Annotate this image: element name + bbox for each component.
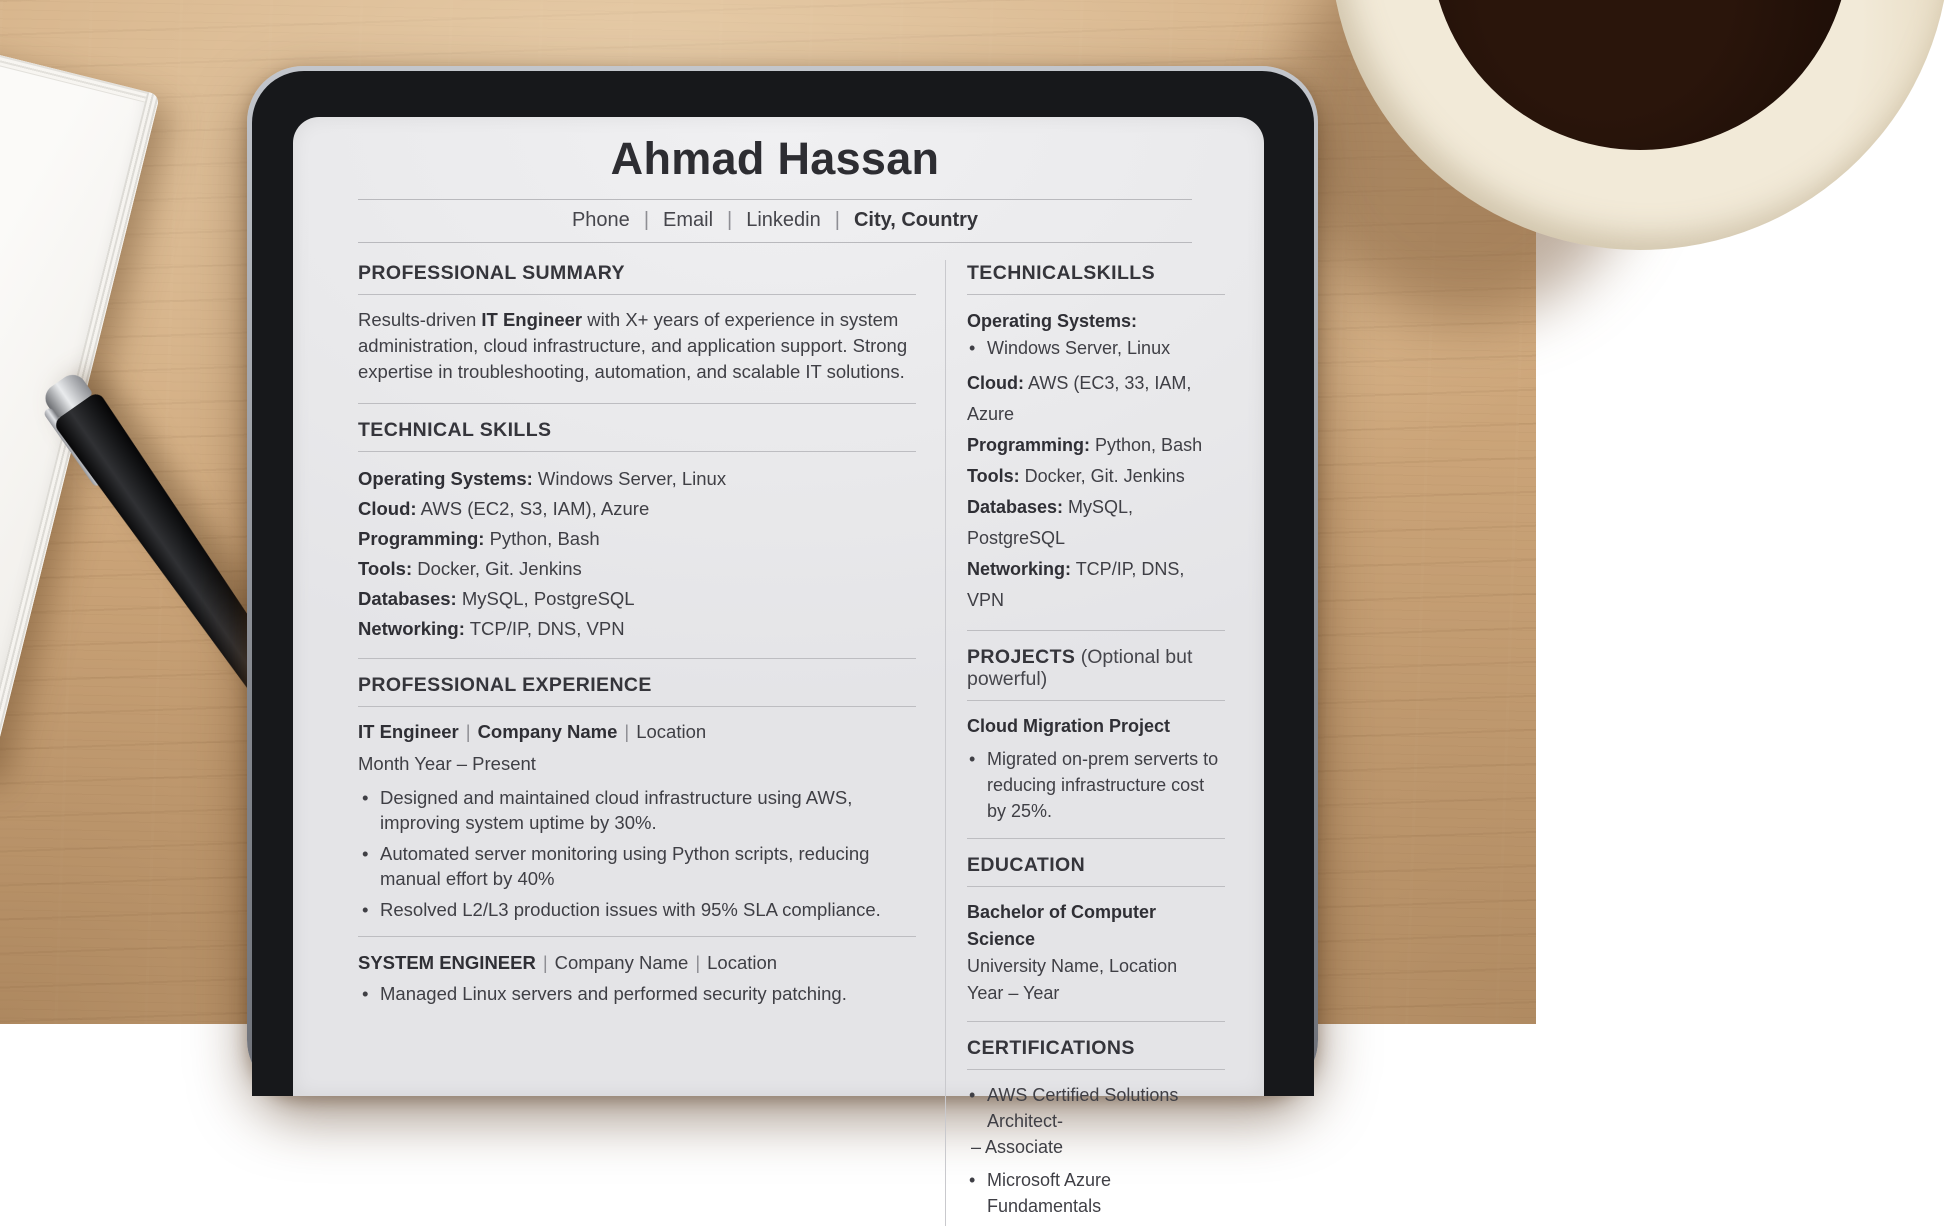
section-title: PROFESSIONAL SUMMARY [358, 262, 916, 295]
education-degree: Bachelor of Computer Science [967, 902, 1157, 949]
job1-company: Company Name [477, 721, 618, 742]
job1-bullets [358, 786, 916, 923]
section-title: PROFESSIONAL EXPERIENCE [358, 674, 916, 707]
bullet-item: • Windows Server, Linux [967, 335, 1225, 361]
job2-block [358, 936, 916, 1007]
separator: | [465, 721, 471, 742]
bullet-item: • Automated server monitoring using Python scripts, reducing manual effort by 40% [358, 842, 916, 891]
project-bullets [967, 746, 1225, 824]
bullet-item: • Managed Linux servers and performed security patching. [358, 982, 916, 1007]
contact-location: City, Country [853, 209, 979, 231]
contact-separator: | [727, 209, 733, 231]
notebook-page-edges-top [0, 0, 160, 106]
section-technical-skills [358, 403, 916, 644]
separator: | [542, 951, 548, 973]
skill-row: Networking: TCP/IP, DNS, VPN [967, 559, 1185, 610]
tablet-screen [293, 117, 1264, 1216]
bullet-item: • AWS Certified Solutions Architect- – Associate [967, 1082, 1225, 1160]
summary-lead: Results-driven [358, 309, 482, 330]
right-column [945, 260, 1225, 1226]
section-title: TECHNICALSKILLS [967, 262, 1225, 295]
projects-title-note: (Optional but powerful) [967, 646, 1193, 690]
separator: | [624, 721, 630, 742]
contact-separator: | [643, 209, 650, 231]
job1-title-line [358, 719, 916, 745]
skill-row: Operating Systems: Windows Server, Linux [358, 468, 727, 489]
bullet-item: • Migrated on-prem serverts to reducing infrastructure cost by 25%. [967, 746, 1225, 824]
resume-columns [358, 260, 1225, 1226]
section-title: EDUCATION [967, 854, 1225, 887]
job2-location: Location [707, 951, 778, 973]
job2-bullets [358, 982, 916, 1007]
contact-separator: | [834, 209, 840, 231]
contact-linkedin: Linkedin [746, 209, 821, 231]
job2-company: Company Name [554, 951, 689, 973]
skill-row: Tools: Docker, Git. Jenkins [967, 466, 1185, 486]
bullet-item: • Resolved L2/L3 production issues with 95% SLA compliance. [358, 898, 916, 923]
job2-title-line [358, 950, 916, 976]
contact-divider [358, 242, 1192, 243]
sidebar-section-technical-skills [967, 260, 1225, 616]
skill-row: Cloud: AWS (EC3, 33, IAM, Azure [967, 373, 1192, 424]
sidebar-section-projects [967, 630, 1225, 824]
education-school: University Name, Location [967, 956, 1178, 976]
separator: | [695, 951, 701, 973]
resume-document [293, 117, 1264, 1226]
section-professional-experience [358, 658, 916, 1006]
os-bullets [967, 335, 1225, 361]
os-label: Operating Systems: [967, 311, 1138, 331]
job1-dates: Month Year – Present [358, 753, 536, 774]
skill-row: Programming: Python, Bash [967, 435, 1203, 455]
contact-phone: Phone [571, 209, 630, 231]
section-title [967, 646, 1225, 701]
skill-row: Databases: MySQL, PostgreSQL [358, 588, 635, 609]
left-column [358, 260, 916, 1226]
resume-name: Ahmad Hassan [610, 133, 940, 184]
sidebar-section-certifications [967, 1021, 1225, 1219]
skill-row: Networking: TCP/IP, DNS, VPN [358, 618, 625, 639]
summary-rest: with X+ years of experience in system administration, cloud infrastructure, and application support. Strong expertise in troubleshooting, automation, and scalable IT solutions. [358, 309, 908, 382]
job1-role: IT Engineer [358, 721, 459, 742]
bullet-item: • Designed and maintained cloud infrastructure using AWS, improving system uptime by 30%. [358, 786, 916, 835]
projects-title: PROJECTS [967, 646, 1076, 668]
project-name: Cloud Migration Project [967, 716, 1171, 736]
bullet-item: • Microsoft Azure Fundamentals [967, 1167, 1225, 1219]
summary-paragraph [358, 307, 916, 385]
skill-row: Databases: MySQL, PostgreSQL [967, 497, 1134, 548]
skill-row: Tools: Docker, Git. Jenkins [358, 558, 582, 579]
section-title: CERTIFICATIONS [967, 1037, 1225, 1070]
tablet-bezel [252, 71, 1314, 1216]
contact-email: Email [663, 209, 714, 231]
section-professional-summary [358, 260, 916, 385]
tablet [247, 66, 1318, 1216]
contact-line [358, 200, 1192, 242]
job1-location: Location [636, 721, 707, 742]
certification-bullets [967, 1082, 1225, 1219]
section-title: TECHNICAL SKILLS [358, 419, 916, 452]
skill-row: Cloud: AWS (EC2, S3, IAM), Azure [358, 498, 650, 519]
skill-row: Programming: Python, Bash [358, 528, 600, 549]
summary-role-bold: IT Engineer [481, 309, 583, 330]
job2-role: SYSTEM ENGINEER [358, 951, 536, 973]
coffee-surface [1430, 0, 1850, 150]
education-years: Year – Year [967, 983, 1060, 1003]
sidebar-section-education [967, 838, 1225, 1007]
